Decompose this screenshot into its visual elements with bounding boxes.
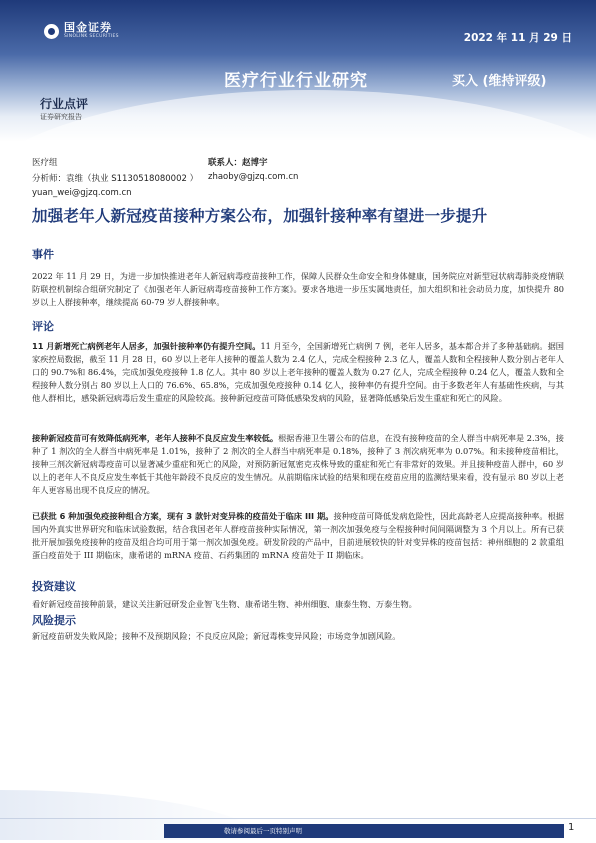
report-date: 2022 年 11 月 29 日: [463, 32, 572, 44]
analyst-label: 分析师：袁维（执业 S1130518080002 ）: [32, 174, 199, 184]
rating: 买入 (维持评级): [452, 74, 547, 89]
logo-icon: [44, 24, 59, 39]
comment-paragraph-1: [32, 340, 564, 405]
comment-p3-body: 接种疫苗可降低发病危险性，因此高龄老人应提高接种率。根据国内外真实世界研究和临床试验数据，结合我国老年人群疫苗接种实际情况，第一剂次加强免疫与全程接种时间间隔调整为 3 个月以上。所有已获批开展加强免疫接种的疫苗及组合均可用于第一剂次加强免疫。研发阶段的产品中，目前进展较快的针对变异株的疫苗包括：神州细胞的 2 款重组蛋白疫苗处于 III 期临床，康希诺的 mRNA 疫苗、石药集团的 mRNA 疫苗处于 II 期临床。: [32, 511, 564, 560]
contact-label: 联系人：赵博宇: [208, 158, 268, 168]
logo: [44, 22, 119, 40]
comment-p2-body: 根据香港卫生署公布的信息，在没有接种疫苗的全人群当中病死率是 2.3%，接种了 1 剂次的全人群当中病死率是 1.01%，接种了 2 剂次的全人群当中病死率是 0.18%，接种了 3 剂次病死率为 0.07%。和未接种疫苗相比，接种三剂次新冠病毒疫苗可以显著减少重症和死亡的风险，对预防新冠氪密克戎株导致的重症和死亡有非常好的效果。并且接种疫苗人群中，60 岁以上的老年人不良反应发生率低于其他年龄段不良反应的发生情况。从前期临床试验的结果和现在疫苗应用的监测结果来看，没有显示 80 岁以上老年人更容易出现不良反应的情况。: [32, 433, 564, 495]
logo-cn-text: 国金证券: [64, 21, 112, 34]
comment-p2-lead: 接种新冠疫苗可有效降低病死率，老年人接种不良反应发生率较低。: [32, 433, 279, 443]
headline: 加强老年人新冠疫苗接种方案公布，加强针接种率有望进一步提升: [32, 207, 488, 225]
analyst-email[interactable]: yuan_wei@gjzq.com.cn: [32, 188, 132, 198]
event-title: 事件: [32, 248, 54, 261]
risk-title: 风险提示: [32, 614, 76, 627]
page-number: 1: [568, 822, 575, 833]
advice-text: 看好新冠疫苗接种前景，建议关注新冠研发企业智飞生物、康希诺生物、神州细胞、康泰生物、万泰生物。: [32, 599, 417, 609]
group-label: 医疗组: [32, 158, 58, 168]
logo-en-text: SINOLINK SECURITIES: [64, 34, 119, 39]
comment-p1-lead: 11 月新增死亡病例老年人居多，加强针接种率仍有提升空间。: [32, 341, 261, 351]
comment-paragraph-3: [32, 510, 564, 562]
contact-email[interactable]: zhaoby@gjzq.com.cn: [208, 172, 299, 182]
comment-p1-body: 11 月至今，全国新增死亡病例 7 例，老年人居多，基本都合并了多种基础病。据国家疾控局数据，截至 11 月 28 日，60 岁以上老年人接种的覆盖人数为 2.4 亿人，完成全程接种 2.3 亿人，覆盖人数和全程接种人数分别占老年人口的 90.7%和 86.4%，完成加强免疫接种 1.8 亿人。其中 80 岁以上老年接种的覆盖人数为 0.27 亿人，完成全程接种 0.24 亿人，覆盖人数和全程接种人数分别占 80 岁以上人口的 76.6%、65.8%，完成加强免疫接种 0.14 亿人，接种率仍有提升空间。由于多数老年人有基础性疾病，与其他人群相比，感染新冠病毒后发生重症的风险较高。接种新冠疫苗可降低感染发病的风险，显著降低感染后发生重症和死亡的风险。: [32, 341, 564, 403]
comment-p3-lead: 已获批 6 种加强免疫接种组合方案，现有 3 款针对变异株的疫苗处于临床 III 期。: [32, 511, 334, 521]
report-subtitle: 证券研究报告: [40, 113, 82, 121]
comment-paragraph-2: [32, 432, 564, 497]
comment-title: 评论: [32, 320, 54, 333]
event-text: 2022 年 11 月 29 日，为进一步加快推进老年人新冠病毒疫苗接种工作，保障人民群众生命安全和身体健康，国务院应对新型冠状病毒肺炎疫情联防联控机制综合组研究制定了《加强老年人新冠病毒疫苗接种工作方案》。要求各地进一步压实属地责任，加大组织和社会动员力度，加快提升 80 岁以上人群接种率，继续提高 60-79 岁人群接种率。: [32, 271, 564, 307]
report-type: 行业点评: [40, 97, 89, 111]
header-decoration: [0, 90, 596, 142]
risk-text: 新冠疫苗研发失败风险；接种不及预期风险；不良反应风险；新冠毒株变异风险；市场竞争加剧风险。: [32, 631, 401, 641]
report-title: 医疗行业行业研究: [224, 71, 368, 91]
footer-disclaimer[interactable]: 敬请参阅最后一页特别声明: [224, 827, 302, 835]
footer-divider: [0, 818, 596, 819]
footer-bar: [164, 824, 564, 838]
advice-title: 投资建议: [32, 580, 76, 593]
